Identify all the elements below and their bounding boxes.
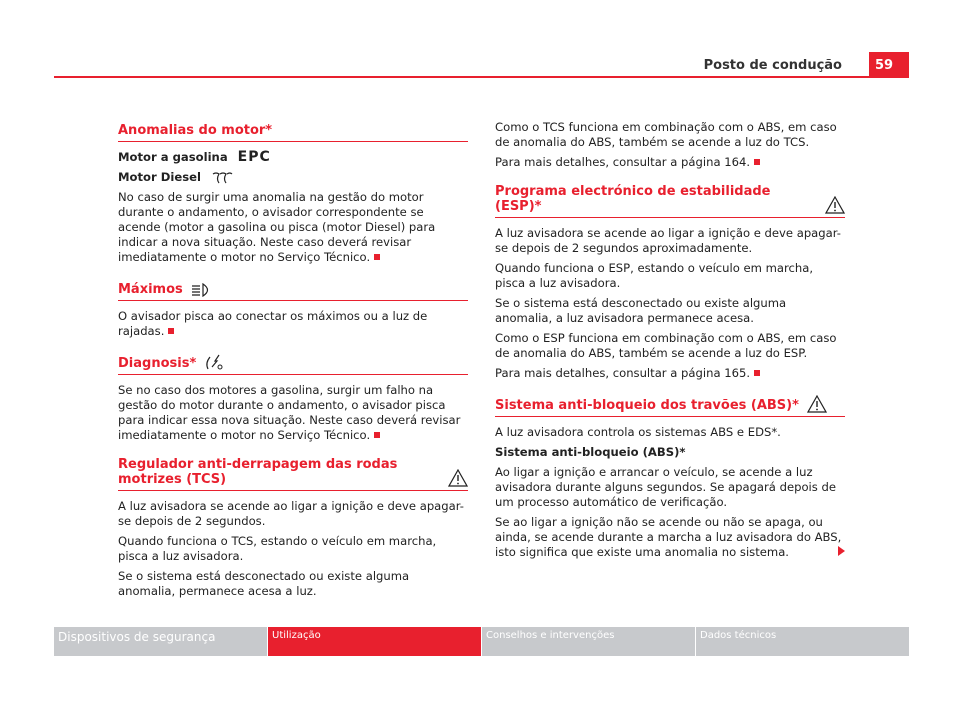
continue-arrow-icon (838, 546, 845, 556)
abs-paragraph: Ao ligar a ignição e arrancar o veículo, se acende a luz avisadora durante alguns segundos. Se apagará depois de um processo automático de verificação. (495, 465, 836, 509)
tcs-cont-paragraph: Como o TCS funciona em combinação com o ABS, em caso de anomalia do ABS, também se acende a luz do TCS. (495, 120, 837, 149)
page-number: 59 (869, 52, 909, 76)
tab-conselhos-e-intervencoes[interactable]: Conselhos e intervenções (481, 627, 695, 656)
abs-subheading: Sistema anti-bloqueio (ABS)* (495, 445, 686, 459)
end-of-section-marker (374, 254, 380, 260)
abs-paragraph: Se ao ligar a ignição não se acende ou não se apaga, ou ainda, se acende durante a marcha a luz avisadora do ABS, isto significa que existe uma anomalia no sistema. (495, 515, 842, 559)
engine-section (118, 120, 468, 265)
diagnosis-body-text: Se no caso dos motores a gasolina, surgir um falho na gestão do motor durante o andamento, o avisador pisca para indicar essa nova situação. Neste caso deverá revisar imediatamente o motor no Serviço Técnico. (118, 383, 461, 442)
esp-paragraph: Como o ESP funciona em combinação com o ABS, em caso de anomalia do ABS, também se acende a luz do ESP. (495, 331, 837, 360)
highbeam-section (118, 279, 468, 339)
engine-body-text: No caso de surgir uma anomalia na gestão do motor durante o andamento, o avisador correspondente se acende (motor a gasolina ou pisca (motor Diesel) para indicar a nova situação. Neste caso deverá revisar imediatamente o motor no Serviço Técnico. (118, 190, 436, 264)
abs-paragraph: A luz avisadora controla os sistemas ABS e EDS*. (495, 425, 781, 439)
tcs-paragraph: Quando funciona o TCS, estando o veículo em marcha, pisca a luz avisadora. (118, 534, 437, 563)
tcs-heading-text: Regulador anti-derrapagem das rodas motrizes (TCS) (118, 457, 398, 487)
warning-triangle-icon (448, 469, 468, 487)
esp-heading-text: Programa electrónico de estabilidade (ESP)* (495, 184, 771, 214)
diesel-label: Motor Diesel (118, 170, 201, 184)
abs-section (495, 395, 845, 560)
tcs-heading (118, 457, 468, 491)
diagnosis-section (118, 353, 468, 443)
abs-heading-text: Sistema anti-bloqueio dos travões (ABS)* (495, 398, 799, 413)
tcs-continued (495, 120, 845, 170)
glow-plug-icon (211, 172, 233, 184)
header-title: Posto de condução (703, 58, 842, 73)
end-of-section-marker (374, 432, 380, 438)
engine-body (118, 190, 468, 265)
engine-heading (118, 120, 468, 142)
end-of-section-marker (168, 328, 174, 334)
petrol-label: Motor a gasolina (118, 150, 228, 164)
esp-paragraph: Se o sistema está desconectado ou existe alguma anomalia, a luz avisadora permanece acesa. (495, 296, 787, 325)
esp-paragraph: A luz avisadora se acende ao ligar a ignição e deve apagar-se depois de 2 segundos aproximadamente. (495, 226, 841, 255)
diagnosis-icon (204, 353, 226, 371)
header-rule (54, 76, 909, 78)
tab-utilizacao[interactable]: Utilização (267, 627, 481, 656)
tab-dados-tecnicos[interactable]: Dados técnicos (695, 627, 909, 656)
tcs-cont-paragraph (495, 155, 845, 170)
highbeam-body-text: O avisador pisca ao conectar os máximos ou a luz de rajadas. (118, 309, 428, 338)
highbeam-body (118, 309, 468, 339)
end-of-section-marker (754, 370, 760, 376)
left-column (118, 120, 468, 613)
tcs-section (118, 457, 468, 599)
high-beam-icon (191, 283, 213, 297)
tcs-cont-ref: Para mais detalhes, consultar a página 164. (495, 155, 751, 169)
abs-heading (495, 395, 845, 417)
highbeam-heading (118, 279, 468, 301)
petrol-subheading (118, 150, 468, 165)
tcs-paragraph: Se o sistema está desconectado ou existe alguma anomalia, permanece acesa a luz. (118, 569, 410, 598)
esp-heading (495, 184, 845, 218)
tcs-paragraph: A luz avisadora se acende ao ligar a ignição e deve apagar-se depois de 2 segundos. (118, 499, 464, 528)
right-column (495, 120, 845, 574)
end-of-section-marker (754, 159, 760, 165)
diagnosis-body (118, 383, 468, 443)
diagnosis-heading-text: Diagnosis* (118, 356, 197, 371)
diagnosis-heading (118, 353, 468, 375)
esp-paragraph (495, 366, 845, 381)
engine-heading-text: Anomalias do motor* (118, 123, 273, 138)
esp-paragraph: Quando funciona o ESP, estando o veículo em marcha, pisca a luz avisadora. (495, 261, 814, 290)
esp-section (495, 184, 845, 381)
diesel-subheading (118, 170, 468, 185)
warning-triangle-icon (825, 196, 845, 214)
esp-ref: Para mais detalhes, consultar a página 165. (495, 366, 751, 380)
warning-triangle-icon (807, 395, 827, 413)
footer-nav (54, 627, 909, 656)
highbeam-heading-text: Máximos (118, 282, 183, 297)
epc-icon: EPC (237, 149, 271, 165)
tab-dispositivos-de-seguranca[interactable]: Dispositivos de segurança (54, 627, 267, 656)
